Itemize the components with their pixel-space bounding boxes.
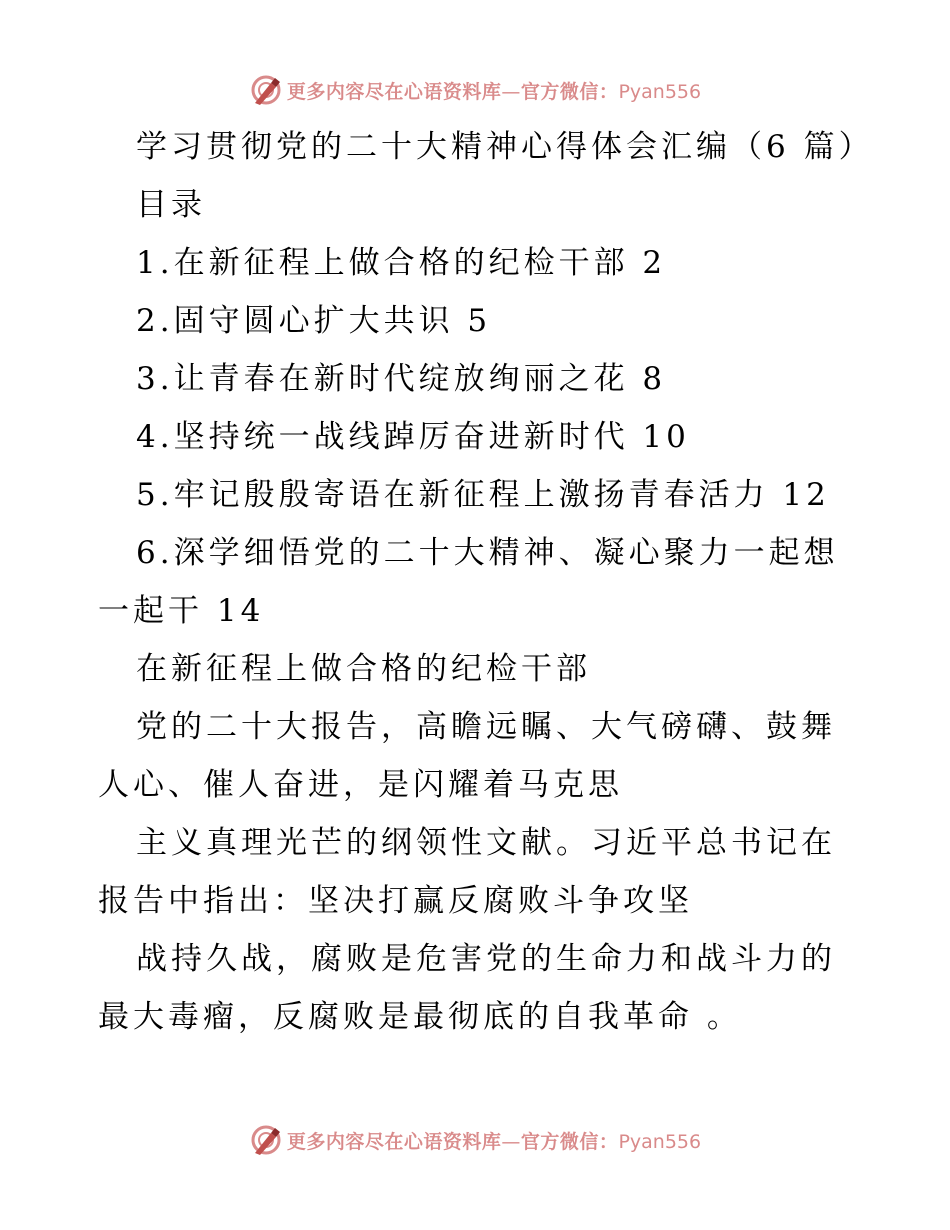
toc-item: 2.固守圆心扩大共识 5 — [136, 303, 492, 339]
body-paragraph: 战持久战，腐败是危害党的生命力和战斗力的最大毒瘤，反腐败是最彻底的自我革命 。 — [98, 941, 836, 1035]
section-heading: 在新征程上做合格的纪检干部 — [136, 651, 591, 687]
toc-item: 5.牢记殷殷寄语在新征程上激扬青春活力 12 — [136, 477, 830, 513]
document-title: 学习贯彻党的二十大精神心得体会汇编（6 篇） — [136, 129, 874, 165]
toc-item: 1.在新征程上做合格的纪检干部 2 — [136, 245, 667, 281]
toc-item: 6.深学细悟党的二十大精神、凝心聚力一起想一起干 14 — [98, 535, 839, 629]
watermark-header — [0, 70, 950, 110]
watermark-text: 更多内容尽在心语资料库—官方微信：Pyan556 — [286, 80, 702, 103]
pen-logo-icon — [249, 1123, 283, 1157]
watermark-text: 更多内容尽在心语资料库—官方微信：Pyan556 — [286, 1130, 702, 1153]
body-paragraph: 主义真理光芒的纲领性文献。习近平总书记在报告中指出：坚决打赢反腐败斗争攻坚 — [98, 825, 836, 919]
toc-item: 4.坚持统一战线踔厉奋进新时代 10 — [136, 419, 690, 455]
toc-heading: 目录 — [136, 187, 206, 223]
document-body — [98, 118, 874, 1046]
toc-item: 3.让青春在新时代绽放绚丽之花 8 — [136, 361, 667, 397]
watermark-footer — [0, 1120, 950, 1160]
body-paragraph: 党的二十大报告，高瞻远瞩、大气磅礴、鼓舞人心、催人奋进，是闪耀着马克思 — [98, 709, 836, 803]
pen-logo-icon — [249, 73, 283, 107]
